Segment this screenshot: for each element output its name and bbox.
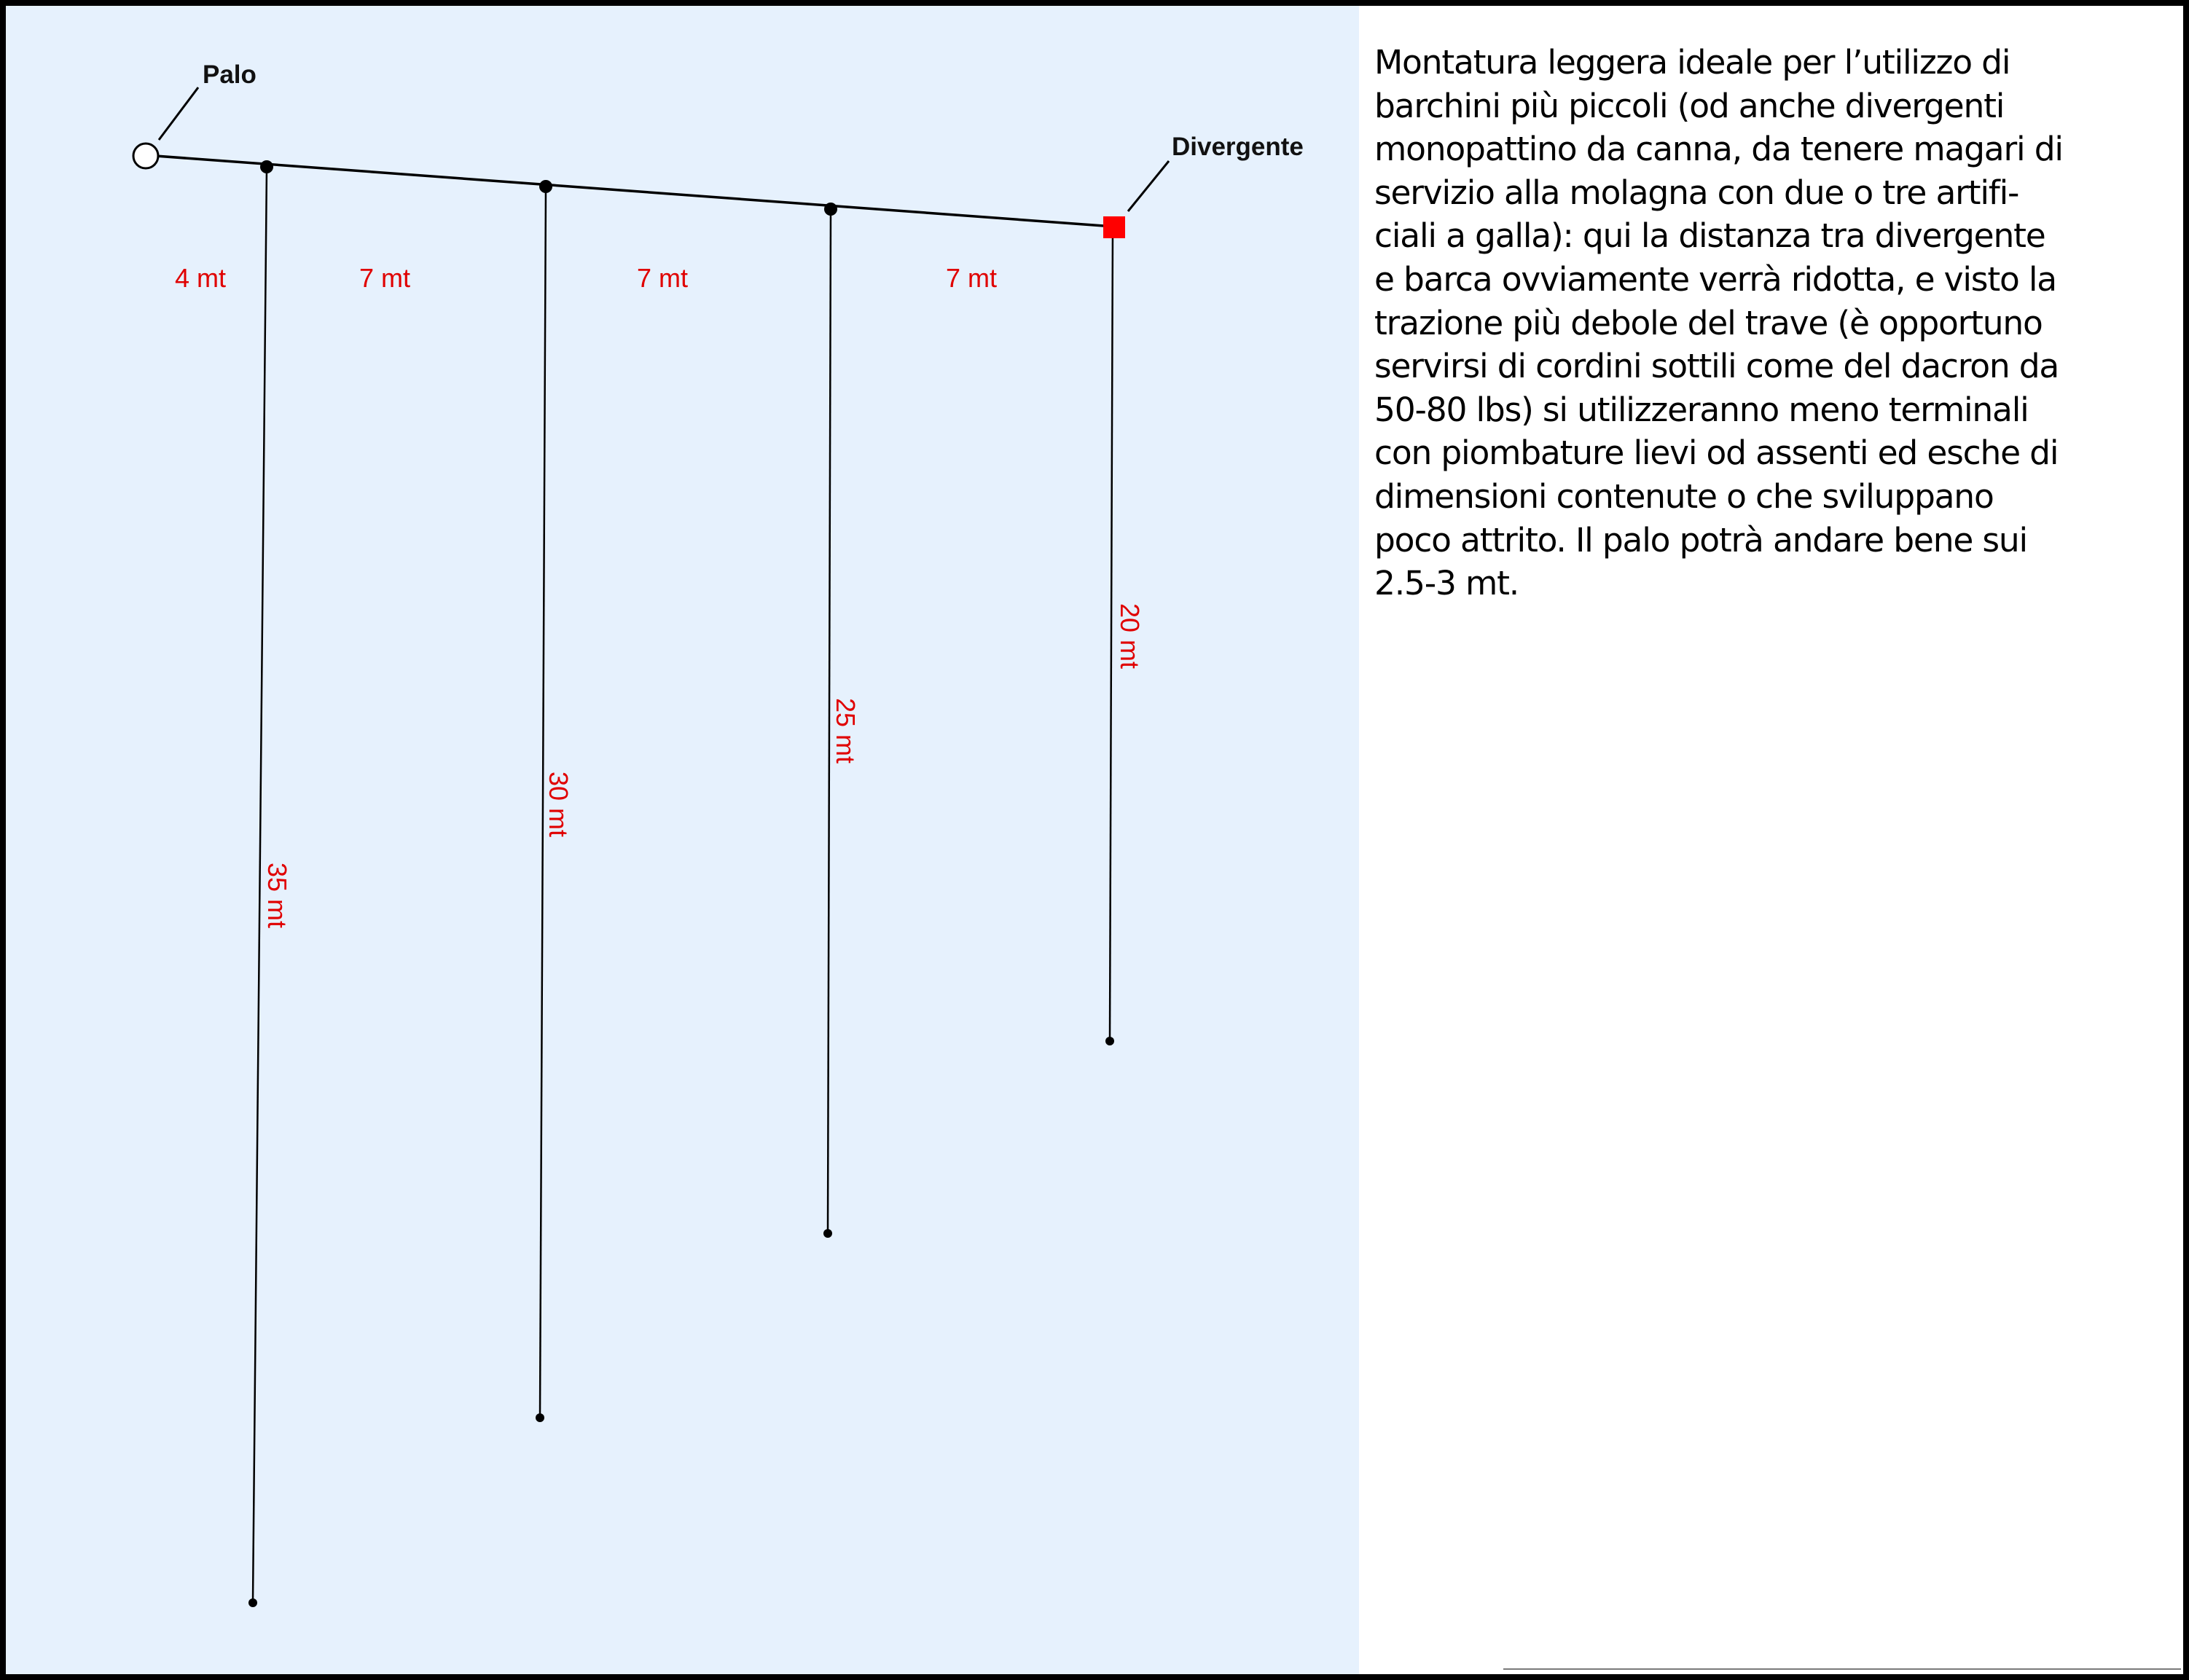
- segment-label-4: 7 mt: [946, 263, 998, 293]
- terminal-end-2: [536, 1413, 544, 1422]
- rigging-diagram: [6, 6, 1359, 1674]
- divergent-label: Divergente: [1172, 133, 1304, 161]
- dropper-line-3: [828, 209, 831, 1233]
- terminal-end-4: [1105, 1037, 1114, 1045]
- divergent-leader-line: [1128, 161, 1169, 211]
- knot-3: [824, 203, 837, 216]
- bottom-divider: [1503, 1668, 2181, 1670]
- knot-1: [260, 160, 273, 173]
- segment-label-1: 4 mt: [175, 263, 227, 293]
- dropper-length-1: 35 mt: [262, 863, 292, 929]
- description-text: Montatura leggera ideale per l’utilizzo di barchini più piccoli (od anche divergenti monopattino da canna, da tenere magari di servizio alla molagna con due o tre artifi- ciali a galla): qui la distanza tra divergente e barca ovviamente verrà ridotta, e visto la trazione più debole del trave (è opportuno servirsi di cordini sottili come del dacron da 50-80 lbs) si utilizzeranno meno terminali con piombature lievi od assenti ed esche di dimensioni contenute o che sviluppano poco attrito. Il palo potrà andare bene sui 2.5-3 mt.: [1374, 43, 2063, 603]
- dropper-length-4: 20 mt: [1115, 603, 1145, 670]
- segment-label-2: 7 mt: [359, 263, 411, 293]
- pole-node: [133, 144, 158, 168]
- knot-2: [539, 180, 552, 193]
- main-line: [146, 155, 1113, 227]
- terminal-end-3: [823, 1229, 832, 1238]
- dropper-line-4: [1110, 227, 1113, 1040]
- pole-leader-line: [159, 87, 198, 140]
- dropper-length-3: 25 mt: [831, 698, 861, 764]
- dropper-length-2: 30 mt: [544, 772, 573, 838]
- pole-label: Palo: [203, 60, 257, 89]
- divergent-marker: [1103, 216, 1125, 238]
- diagram-panel: [6, 6, 1359, 1674]
- terminal-end-1: [248, 1598, 257, 1607]
- segment-label-3: 7 mt: [637, 263, 689, 293]
